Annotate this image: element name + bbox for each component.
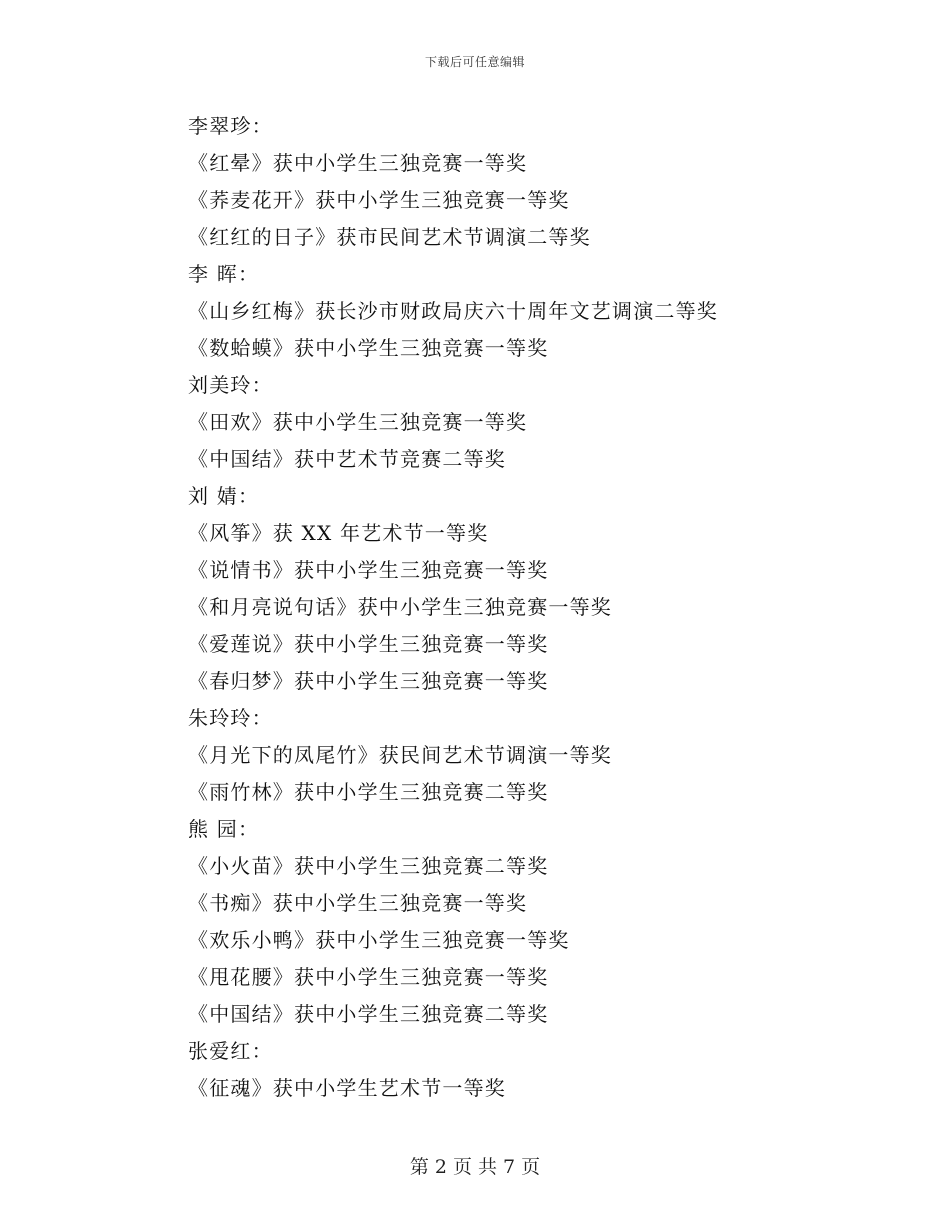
- text-line: 《山乡红梅》获长沙市财政局庆六十周年文艺调演二等奖: [188, 299, 718, 323]
- text-line: 《和月亮说句话》获中小学生三独竞赛一等奖: [188, 595, 612, 619]
- text-line: 《说情书》获中小学生三独竞赛一等奖: [188, 558, 549, 582]
- text-line: 《欢乐小鸭》获中小学生三独竞赛一等奖: [188, 928, 570, 952]
- text-line: 《红晕》获中小学生三独竞赛一等奖: [188, 151, 528, 175]
- text-line: 刘 婧：: [188, 484, 260, 508]
- text-line: 《红红的日子》获市民间艺术节调演二等奖: [188, 225, 591, 249]
- text-line: 《田欢》获中小学生三独竞赛一等奖: [188, 410, 528, 434]
- text-line: 《数蛤蟆》获中小学生三独竞赛一等奖: [188, 336, 549, 360]
- text-line: 《征魂》获中小学生艺术节一等奖: [188, 1076, 506, 1100]
- text-line: 《月光下的凤尾竹》获民间艺术节调演一等奖: [188, 743, 612, 767]
- text-line: 《荞麦花开》获中小学生三独竞赛一等奖: [188, 188, 570, 212]
- page-header: 下载后可任意编辑: [424, 55, 525, 69]
- text-line: 《书痴》获中小学生三独竞赛一等奖: [188, 891, 528, 915]
- text-line: 朱玲玲：: [188, 706, 273, 730]
- page-number-footer: 第 2 页 共 7 页: [409, 1156, 541, 1178]
- text-line: 熊 园：: [188, 817, 260, 841]
- text-line: 《春归梦》获中小学生三独竞赛一等奖: [188, 669, 549, 693]
- text-line: 《爱莲说》获中小学生三独竞赛一等奖: [188, 632, 549, 656]
- text-line: 《风筝》获 XX 年艺术节一等奖: [188, 521, 489, 545]
- text-line: 《小火苗》获中小学生三独竞赛二等奖: [188, 854, 549, 878]
- text-line: 张爱红：: [188, 1039, 273, 1063]
- text-line: 刘美玲：: [188, 373, 273, 397]
- text-line: 李 晖：: [188, 262, 260, 286]
- text-line: 《甩花腰》获中小学生三独竞赛一等奖: [188, 965, 549, 989]
- text-line: 《中国结》获中小学生三独竞赛二等奖: [188, 1002, 549, 1026]
- text-line: 李翠珍：: [188, 114, 273, 138]
- document-body: [188, 108, 788, 1107]
- text-line: 《中国结》获中艺术节竞赛二等奖: [188, 447, 506, 471]
- text-line: 《雨竹林》获中小学生三独竞赛二等奖: [188, 780, 549, 804]
